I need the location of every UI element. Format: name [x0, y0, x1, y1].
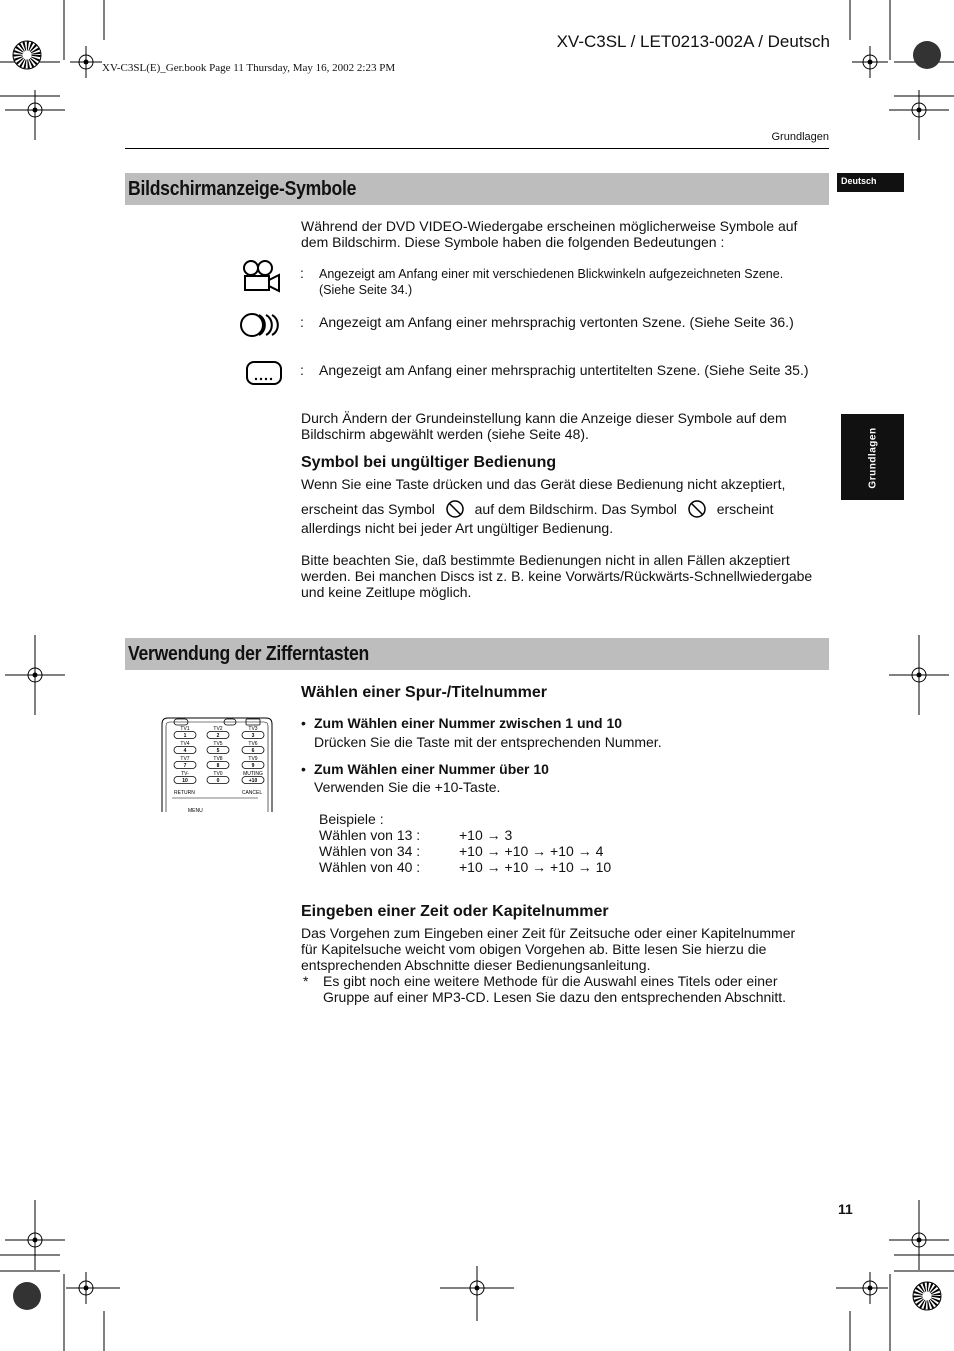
return-label: RETURN — [174, 790, 195, 796]
remote-key-label: 3 — [251, 733, 255, 739]
footnote: Es gibt noch eine weitere Methode für die Auswahl eines Titels oder einer Gruppe auf einer MP3-CD. Lesen Sie dazu den entsprechenden Abschnitt. — [323, 973, 787, 1005]
camera-angle-icon — [241, 260, 283, 292]
remote-tv-label: TV7 — [180, 756, 190, 762]
example-sequence: +10 → +10 → +10 → 4 — [459, 843, 604, 859]
remote-tv-label: TV1 — [180, 726, 190, 732]
chapter-side-tab — [841, 414, 904, 500]
bullet-item: • Zum Wählen einer Nummer zwischen 1 und 10 — [301, 715, 623, 731]
remote-tv-label: TV5 — [213, 741, 223, 747]
cancel-label: CANCEL — [241, 790, 263, 796]
remote-key-label: 7 — [183, 763, 187, 769]
subtitle-icon — [245, 360, 283, 386]
remote-tv-label: TV6 — [248, 741, 258, 747]
remote-tv-label: TV9 — [248, 756, 258, 762]
book-info-line: XV-C3SL(E)_Ger.book Page 11 Thursday, May 16, 2002 2:23 PM — [102, 62, 396, 74]
note-paragraph: Durch Ändern der Grundeinstellung kann die Anzeige dieser Symbole auf dem Bildschirm abgewählt werden (siehe Seite 48). — [301, 410, 787, 442]
example-label: Wählen von 34 : — [319, 843, 421, 859]
remote-key-label: +10 — [248, 778, 258, 784]
remote-key-label: 2 — [216, 733, 220, 739]
example-sequence: +10 → +10 → +10 → 10 — [459, 859, 612, 875]
section-heading-bar — [125, 638, 829, 670]
symbol-description: Angezeigt am Anfang einer mit verschiedenen Blickwinkeln aufgezeichneten Szene. (Siehe Seite 34.) — [319, 267, 784, 297]
time-chapter-paragraph: Das Vorgehen zum Eingeben einer Zeit für Zeitsuche oder einer Kapitelnummer für Kapitelsuche weicht vom obigen Vorgehen ab. Bitte lesen Sie hierzu die entsprechenden Abschnitte dieser Bedienungsanleitung. — [301, 925, 796, 973]
remote-control-illustration — [158, 716, 276, 814]
document-title: XV-C3SL / LET0213-002A / Deutsch — [556, 32, 830, 51]
remote-tv-label: TV0 — [213, 771, 223, 777]
remote-tv-label: MUTING — [243, 771, 263, 777]
audio-language-icon — [239, 312, 283, 338]
remote-tv-label: TV2 — [213, 726, 223, 732]
remote-key-label: 9 — [251, 763, 255, 769]
remote-key-label: 6 — [251, 748, 255, 754]
section-title: Bildschirmanzeige-Symbole — [128, 178, 357, 200]
remote-key-label: 1 — [183, 733, 187, 739]
symbol-description: Angezeigt am Anfang einer mehrsprachig vertonten Szene. (Siehe Seite 36.) — [319, 314, 794, 330]
example-sequence: +10 → 3 — [459, 827, 513, 843]
invalid-symbol-line: erscheint das Symbol auf dem Bildschirm. Das Symbol erscheint — [301, 501, 774, 517]
symbol-description: Angezeigt am Anfang einer mehrsprachig untertitelten Szene. (Siehe Seite 35.) — [319, 362, 809, 378]
subheading: Eingeben einer Zeit oder Kapitelnummer — [301, 903, 609, 920]
header-rule — [125, 148, 829, 149]
section-label: Grundlagen — [771, 131, 829, 143]
remote-tv-label: TV8 — [213, 756, 223, 762]
caution-paragraph: Bitte beachten Sie, daß bestimmte Bedienungen nicht in allen Fällen akzeptiert werden. Bei manchen Discs ist z. B. keine Vorwärts/Rückwärts-Schnellwiedergabe und keine Zeitlupe möglich. — [301, 552, 813, 600]
example-label: Wählen von 40 : — [319, 859, 421, 875]
section-title: Verwendung der Zifferntasten — [128, 643, 370, 665]
intro-paragraph: Während der DVD VIDEO-Wiedergabe erscheinen möglicherweise Symbole auf dem Bildschirm. Diese Symbole haben die folgenden Bedeutungen : — [301, 218, 798, 250]
remote-key-label: 5 — [216, 748, 220, 754]
footnote-mark: * — [303, 973, 309, 989]
remote-key-label: 8 — [216, 763, 220, 769]
remote-key-label: 0 — [216, 778, 220, 784]
bullet-item: • Zum Wählen einer Nummer über 10 — [301, 761, 549, 777]
remote-tv-label: TV- — [181, 771, 189, 777]
remote-key-label: 10 — [182, 778, 188, 784]
subheading: Symbol bei ungültiger Bedienung — [301, 454, 557, 471]
language-tab: Deutsch — [837, 173, 904, 192]
remote-key-label: 4 — [183, 748, 187, 754]
prohibited-icon — [687, 499, 707, 519]
page-number: 11 — [838, 1201, 853, 1217]
prohibited-icon — [445, 499, 465, 519]
subheading: Wählen einer Spur-/Titelnummer — [301, 684, 547, 701]
menu-label: MENU — [188, 808, 203, 814]
remote-tv-label: TV4 — [180, 741, 190, 747]
example-label: Wählen von 13 : — [319, 827, 421, 843]
remote-tv-label: TV3 — [248, 726, 258, 732]
section-heading-bar — [125, 173, 829, 205]
chapter-side-tab-label: Grundlagen — [867, 427, 879, 489]
